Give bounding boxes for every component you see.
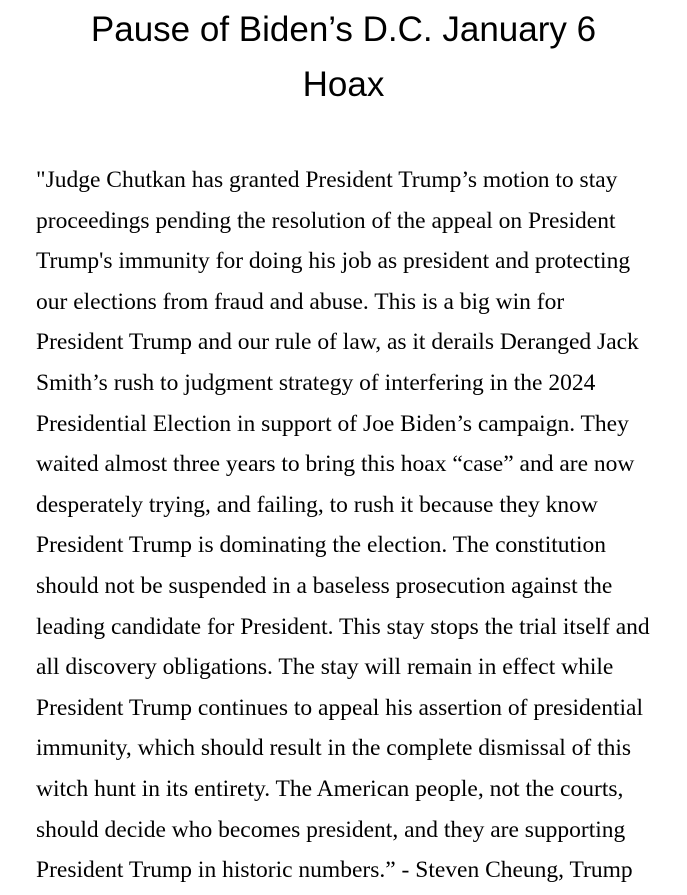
body-line: should decide who becomes president, and they are supporting	[36, 816, 626, 843]
body-line: should not be suspended in a baseless prosecution against the	[36, 572, 613, 599]
article-body	[36, 160, 686, 891]
body-line: immunity, which should result in the complete dismissal of this	[36, 735, 632, 762]
body-line: Smith’s rush to judgment strategy of interfering in the 2024	[36, 369, 596, 396]
body-line: President Trump in historic numbers.” - Steven Cheung, Trump	[36, 857, 633, 884]
body-line: waited almost three years to bring this hoax “case” and are now	[36, 451, 635, 478]
body-line: all discovery obligations. The stay will remain in effect while	[36, 654, 614, 681]
body-line: witch hunt in its entirety. The American people, not the courts,	[36, 775, 624, 802]
body-line: "Judge Chutkan has granted President Trump’s motion to stay	[36, 167, 618, 193]
body-line: desperately trying, and failing, to rush it because they know	[36, 491, 598, 518]
body-line: President Trump continues to appeal his assertion of presidential	[36, 694, 643, 721]
body-line: proceedings pending the resolution of the appeal on President	[36, 207, 616, 234]
body-line: President Trump and our rule of law, as it derails Deranged Jack	[36, 329, 639, 356]
body-line: President Trump is dominating the election. The constitution	[36, 532, 607, 559]
title-line-1: Pause of Biden’s D.C. January 6	[90, 10, 597, 49]
body-line: Trump's immunity for doing his job as president and protecting	[36, 248, 631, 275]
article-title	[0, 2, 687, 112]
title-line-2: Hoax	[302, 65, 385, 104]
body-line: leading candidate for President. This stay stops the trial itself and	[36, 613, 650, 640]
body-line: our elections from fraud and abuse. This is a big win for	[36, 288, 565, 315]
body-line: Presidential Election in support of Joe Biden’s campaign. They	[36, 410, 629, 437]
